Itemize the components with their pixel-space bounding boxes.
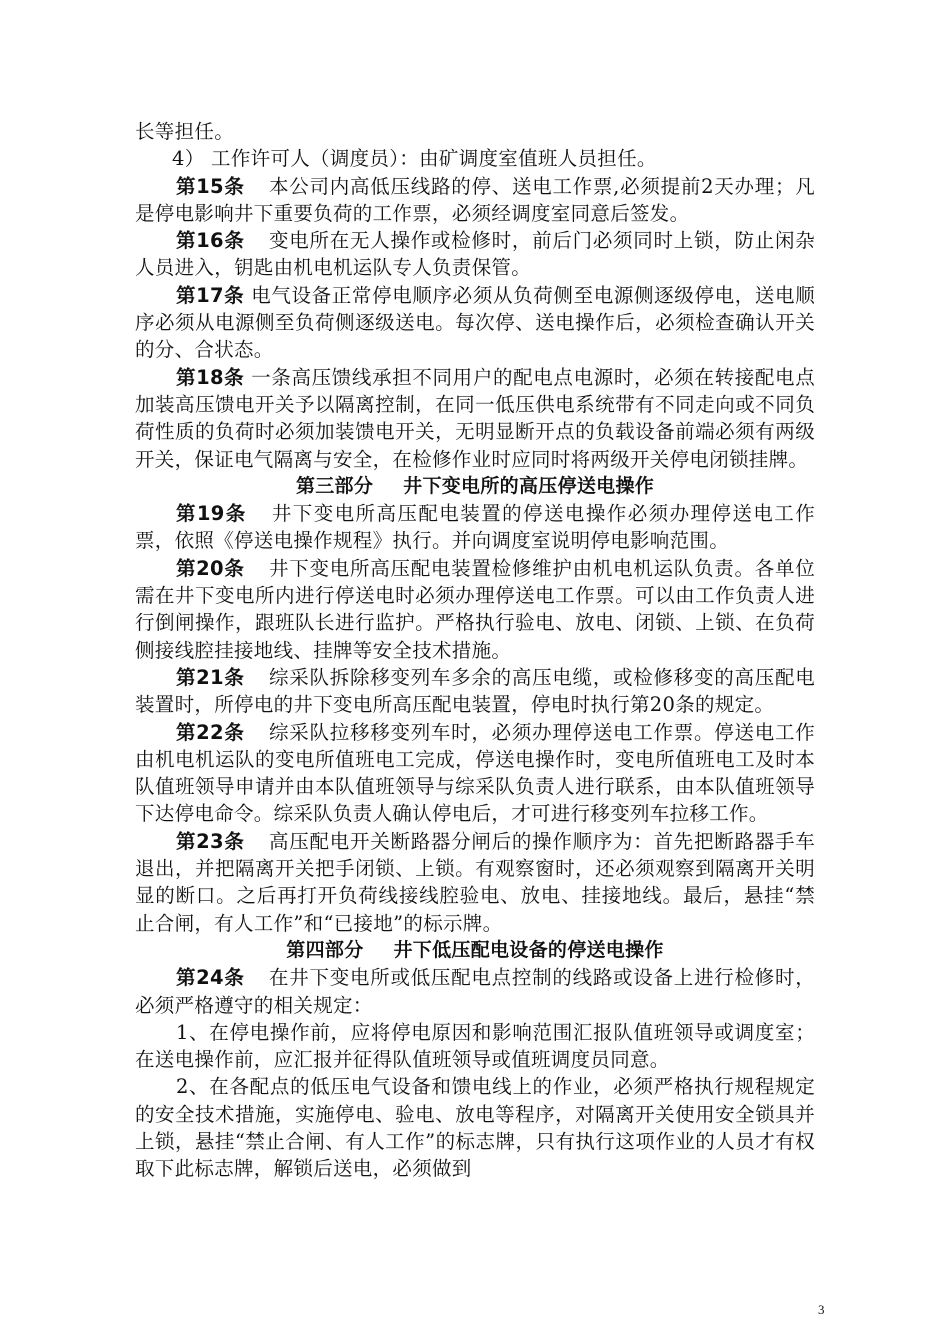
article-24 <box>135 964 815 1019</box>
article-text: 本公司内高低压线路的停、送电工作票,必须提前2天办理；凡是停电影响井下重要负荷的工作票，必须经调度室同意后签发。 <box>135 174 815 225</box>
article-label: 第24条 <box>175 966 245 990</box>
article-text: 高压配电开关断路器分闸后的操作顺序为：首先把断路器手车退出，并把隔离开关把手闭锁、上锁。有观察窗时，还必须观察到隔离开关明显的断口。之后再打开负荷线接线腔验电、放电、挂接地线。最后，悬挂“禁止合闸，有人工作”和“已接地”的标示牌。 <box>135 829 815 935</box>
article-text: 综采队拆除移变列车多余的高压电缆，或检修移变的高压配电装置时，所停电的井下变电所高压配电装置，停电时执行第20条的规定。 <box>135 665 815 717</box>
article-19 <box>135 500 815 555</box>
article-16 <box>135 227 815 282</box>
article-label: 第23条 <box>175 829 245 853</box>
list-item: 1、在停电操作前，应将停电原因和影响范围汇报队值班领导或调度室；在送电操作前，应汇报并征得队值班领导或值班调度员同意。 <box>135 1020 815 1072</box>
article-text: 在井下变电所或低压配电点控制的线路或设备上进行检修时，必须严格遵守的相关规定： <box>135 966 815 1017</box>
page-number: 3 <box>818 1302 825 1317</box>
paragraph: 4） 工作许可人（调度员）：由矿调度室值班人员担任。 <box>172 147 657 171</box>
article-18 <box>135 364 815 473</box>
article-label: 第22条 <box>175 720 245 744</box>
article-label: 第20条 <box>175 556 245 580</box>
article-text: 井下变电所高压配电装置的停送电操作必须办理停送电工作票，依照《停送电操作规程》执行。并向调度室说明停电影响范围。 <box>135 502 815 553</box>
article-label: 第19条 <box>175 502 247 526</box>
article-23 <box>135 828 815 937</box>
article-15 <box>135 173 815 228</box>
section-heading-3 <box>135 473 815 500</box>
body-text <box>135 118 815 1183</box>
article-label: 第16条 <box>175 229 245 253</box>
section-title: 井下低压配电设备的停送电操作 <box>393 938 664 961</box>
section-heading-4 <box>135 937 815 964</box>
article-label: 第15条 <box>175 174 245 198</box>
article-label: 第17条 <box>175 283 245 307</box>
article-17 <box>135 282 815 364</box>
list-item: 2、在各配点的低压电气设备和馈电线上的作业，必须严格执行规程规定的安全技术措施，实施停电、验电、放电等程序，对隔离开关使用安全锁具并上锁，悬挂“禁止合闸、有人工作”的标志牌，只有执行这项作业的人员才有权取下此标志牌，解锁后送电，必须做到 <box>135 1075 815 1181</box>
article-text: 综采队拉移移变列车时，必须办理停送电工作票。停送电工作由机电机运队的变电所值班电工完成，停送电操作时，变电所值班电工及时本队值班领导申请并由本队值班领导与综采队负责人进行联系，由本队值班领导下达停电命令。综采队负责人确认停电后，才可进行移变列车拉移工作。 <box>135 720 815 826</box>
section-title: 井下变电所的高压停送电操作 <box>403 474 655 497</box>
paragraph: 长等担任。 <box>135 120 235 143</box>
article-text: 变电所在无人操作或检修时，前后门必须同时上锁，防止闲杂人员进入，钥匙由机电机运队专人负责保管。 <box>135 229 815 280</box>
article-text: 井下变电所高压配电装置检修维护由机电机运队负责。各单位需在井下变电所内进行停送电时必须办理停送电工作票。可以由工作负责人进行倒闸操作，跟班队长进行监护。严格执行验电、放电、闭锁、上锁、在负荷侧接线腔挂接地线、挂牌等安全技术措施。 <box>135 556 815 662</box>
article-label: 第18条 <box>175 365 245 389</box>
article-text: 电气设备正常停电顺序必须从负荷侧至电源侧逐级停电，送电顺序必须从电源侧至负荷侧逐级送电。每次停、送电操作后，必须检查确认开关的分、合状态。 <box>135 283 816 362</box>
section-part: 第四部分 <box>286 938 364 961</box>
section-part: 第三部分 <box>295 474 374 497</box>
article-text: 一条高压馈线承担不同用户的配电点电源时，必须在转接配电点加装高压馈电开关予以隔离控制，在同一低压供电系统带有不同走向或不同负荷性质的负荷时必须加装馈电开关，无明显断开点的负载设备前端必须有两级开关，保证电气隔离与安全，在检修作业时应同时将两级开关停电闭锁挂牌。 <box>135 365 816 471</box>
article-label: 第21条 <box>175 665 245 689</box>
article-20 <box>135 555 815 664</box>
article-21 <box>135 664 815 719</box>
article-22 <box>135 719 815 828</box>
